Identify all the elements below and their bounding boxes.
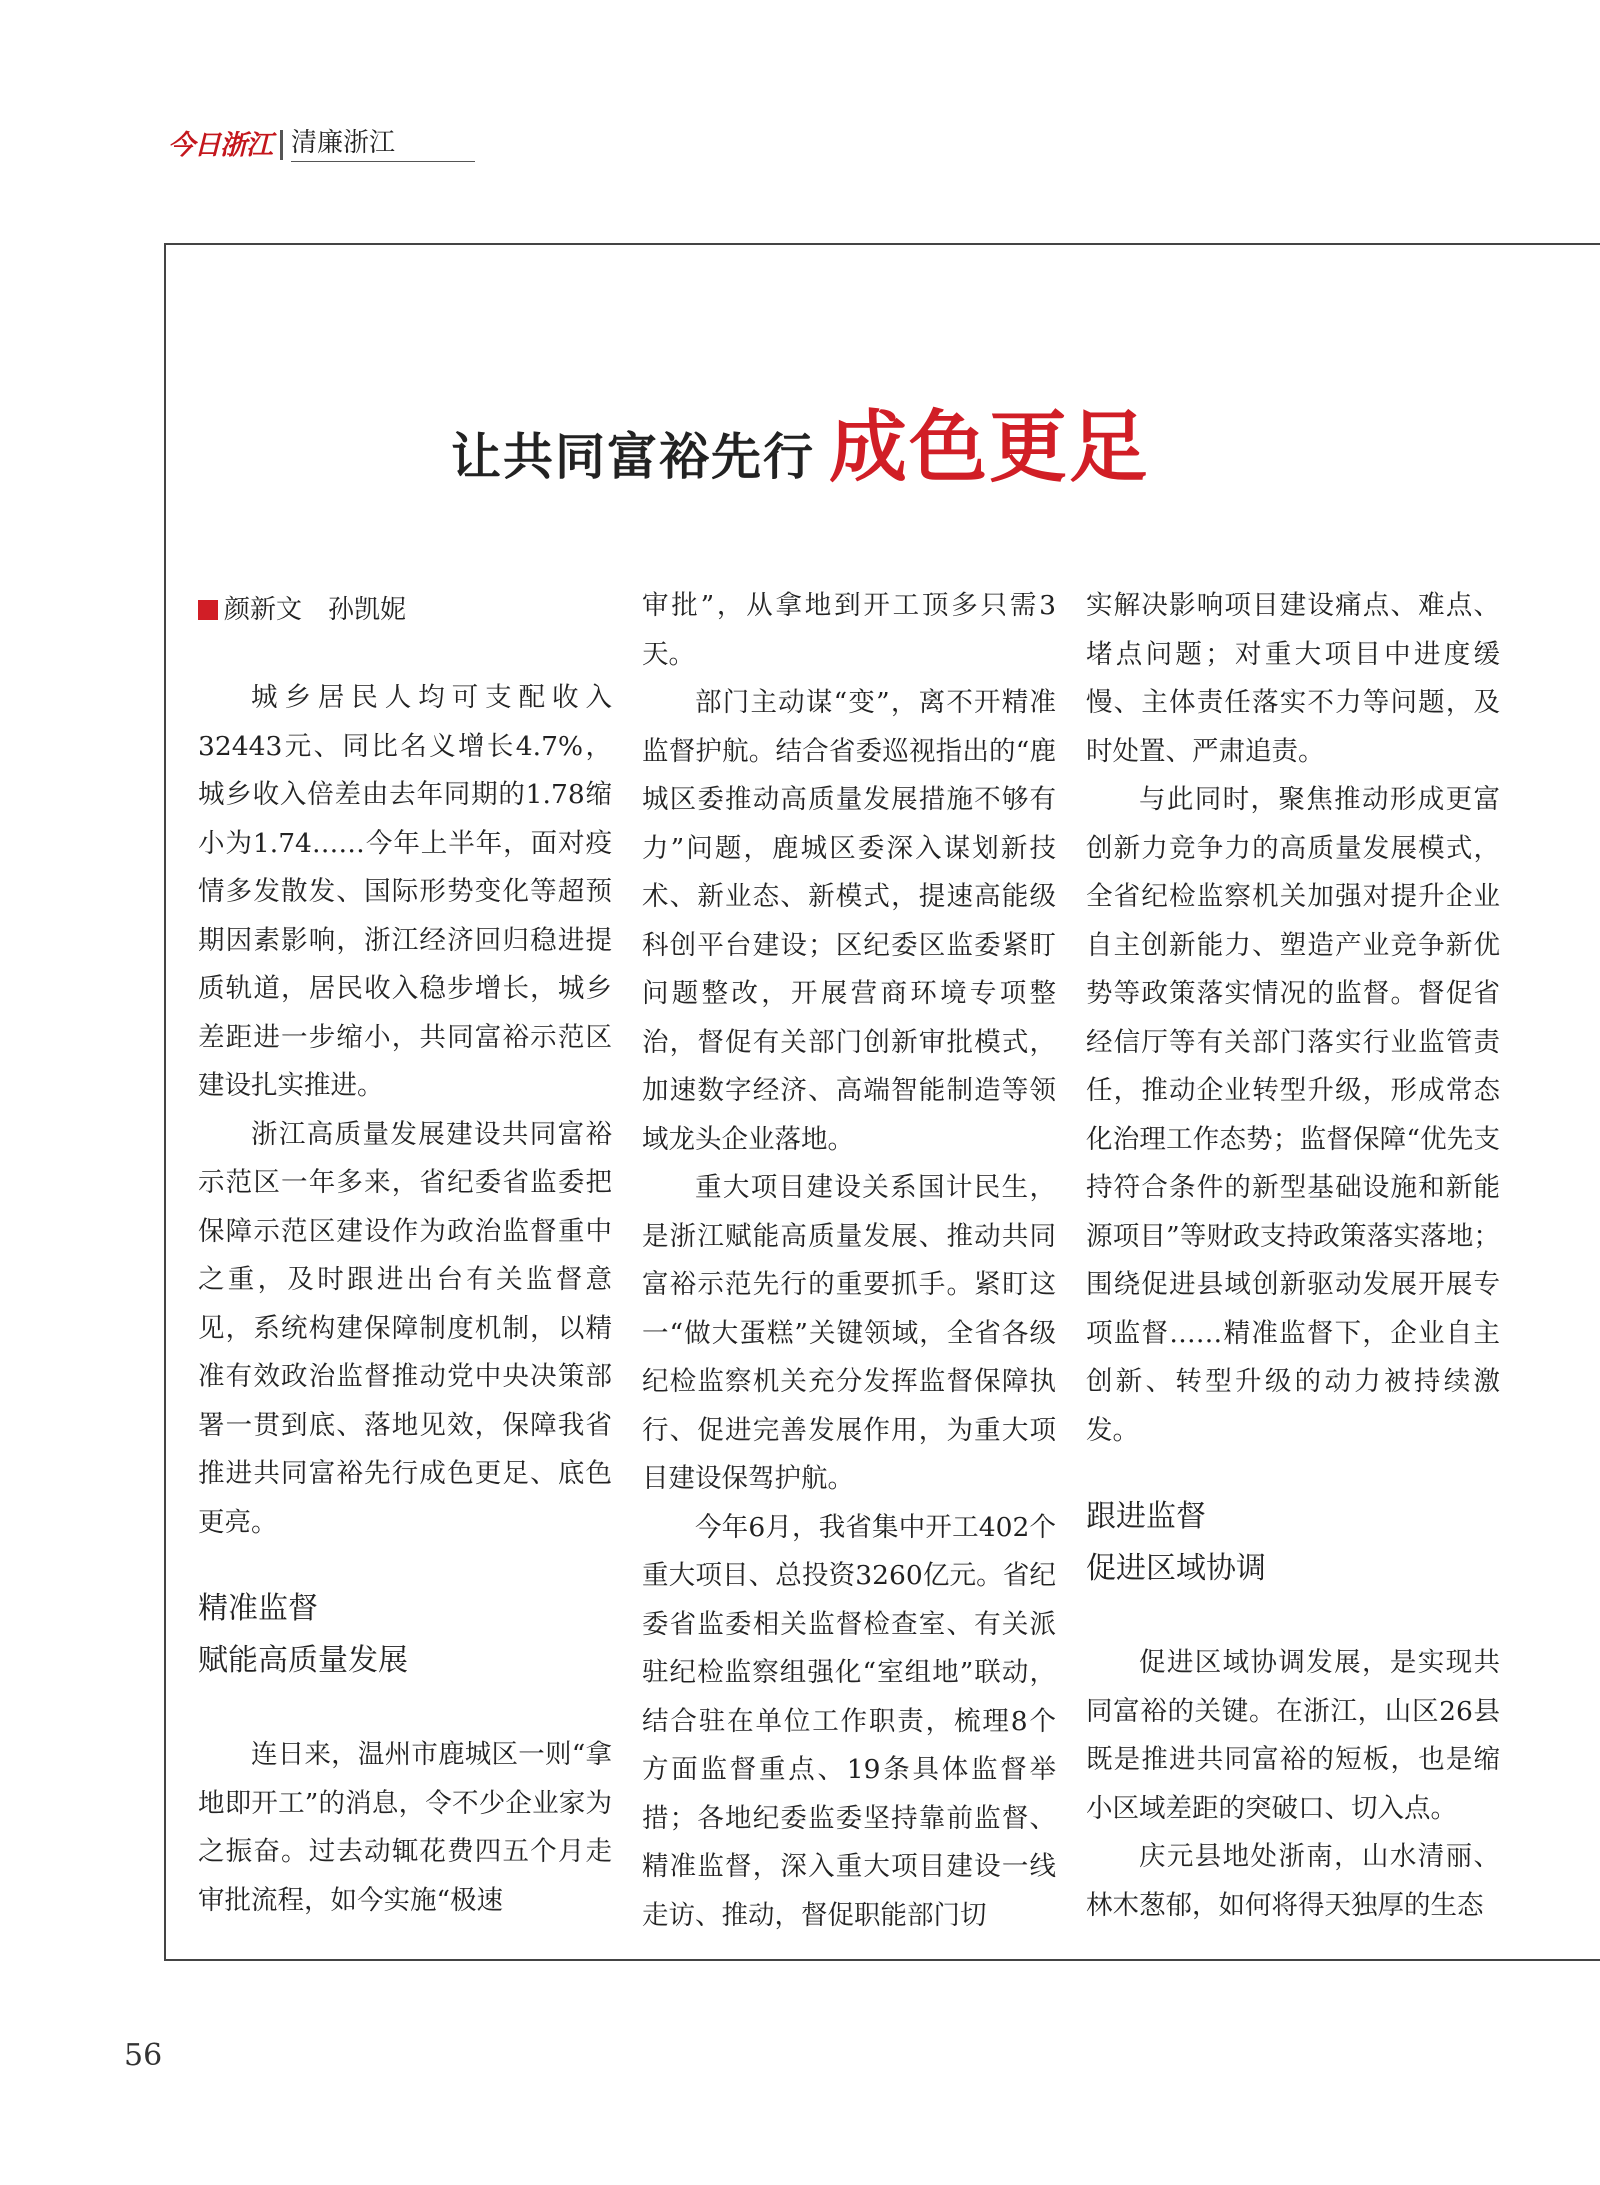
paragraph: 实解决影响项目建设痛点、难点、堵点问题；对重大项目中进度缓慢、主体责任落实不力等问题，及时处置、严肃追责。 [1086, 590, 1500, 767]
paragraph: 今年6月，我省集中开工402个重大项目、总投资3260亿元。省纪委省监委相关监督检查室、有关派驻纪检监察组强化“室组地”联动，结合驻在单位工作职责，梳理8个方面监督重点、19条具体监督举措；各地纪委监委坚持靠前监督、精准监督，深入重大项目建设一线走访、推动，督促职能部门切 [642, 1511, 1056, 1931]
section-title: 清廉浙江 [291, 122, 475, 162]
subhead-line-2: 赋能高质量发展 [198, 1643, 408, 1678]
column-3 [1086, 582, 1500, 1930]
byline-marker-icon [198, 600, 218, 620]
column-2 [642, 582, 1056, 1940]
section-heading [198, 1583, 612, 1687]
masthead-divider [280, 130, 283, 160]
subhead-line-2: 促进区域协调 [1086, 1551, 1266, 1586]
paragraph: 部门主动谋“变”，离不开精准监督护航。结合省委巡视指出的“鹿城区委推动高质量发展措施不够有力”问题，鹿城区委深入谋划新技术、新业态、新模式，提速高能级科创平台建设；区纪委区监委紧盯问题整改，开展营商环境专项整治，督促有关部门创新审批模式，加速数字经济、高端智能制造等领域龙头企业落地。 [642, 687, 1056, 1155]
subhead-line-1: 精准监督 [198, 1591, 318, 1626]
paragraph: 浙江高质量发展建设共同富裕示范区一年多来，省纪委省监委把保障示范区建设作为政治监督重中之重，及时跟进出台有关监督意见，系统构建保障制度机制，以精准有效政治监督推动党中央决策部署一贯到底、落地见效，保障我省推进共同富裕先行成色更足、底色更亮。 [198, 1118, 612, 1538]
headline-main: 让共同富裕先行 [450, 427, 815, 486]
page-number: 56 [124, 2038, 163, 2073]
article-headline [0, 385, 1600, 497]
paragraph: 与此同时，聚焦推动形成更富创新力竞争力的高质量发展模式，全省纪检监察机关加强对提升企业自主创新能力、塑造产业竞争新优势等政策落实情况的监督。督促省经信厅等有关部门落实行业监管责任，推动企业转型升级，形成常态化治理工作态势；监督保障“优先支持符合条件的新型基础设施和新能源项目”等财政支持政策落实落地；围绕促进县域创新驱动发展开展专项监督……精准监督下，企业自主创新、转型升级的动力被持续激发。 [1086, 784, 1500, 1446]
headline-highlight: 成色更足 [828, 403, 1149, 493]
subhead-line-1: 跟进监督 [1086, 1499, 1206, 1534]
paragraph: 庆元县地处浙南，山水清丽、林木葱郁，如何将得天独厚的生态 [1086, 1841, 1500, 1921]
paragraph: 重大项目建设关系国计民生，是浙江赋能高质量发展、推动共同富裕示范先行的重要抓手。紧盯这一“做大蛋糕”关键领域，全省各级纪检监察机关充分发挥监督保障执行、促进完善发展作用，为重大项目建设保驾护航。 [642, 1172, 1056, 1494]
column-1 [198, 582, 612, 1925]
byline-authors: 颜新文 孙凯妮 [224, 595, 407, 625]
masthead [168, 122, 475, 162]
magazine-logo: 今日浙江 [168, 130, 272, 161]
paragraph: 审批”，从拿地到开工顶多只需3天。 [642, 590, 1056, 670]
section-heading [1086, 1491, 1500, 1595]
paragraph: 城乡居民人均可支配收入32443元、同比名义增长4.7%，城乡收入倍差由去年同期的1.78缩小为1.74……今年上半年，面对疫情多发散发、国际形势变化等超预期因素影响，浙江经济回归稳进提质轨道，居民收入稳步增长，城乡差距进一步缩小，共同富裕示范区建设扎实推进。 [198, 682, 612, 1101]
byline [198, 586, 612, 634]
paragraph: 连日来，温州市鹿城区一则“拿地即开工”的消息，令不少企业家为之振奋。过去动辄花费四五个月走审批流程，如今实施“极速 [198, 1739, 612, 1916]
paragraph: 促进区域协调发展，是实现共同富裕的关键。在浙江，山区26县既是推进共同富裕的短板，也是缩小区域差距的突破口、切入点。 [1086, 1647, 1500, 1824]
